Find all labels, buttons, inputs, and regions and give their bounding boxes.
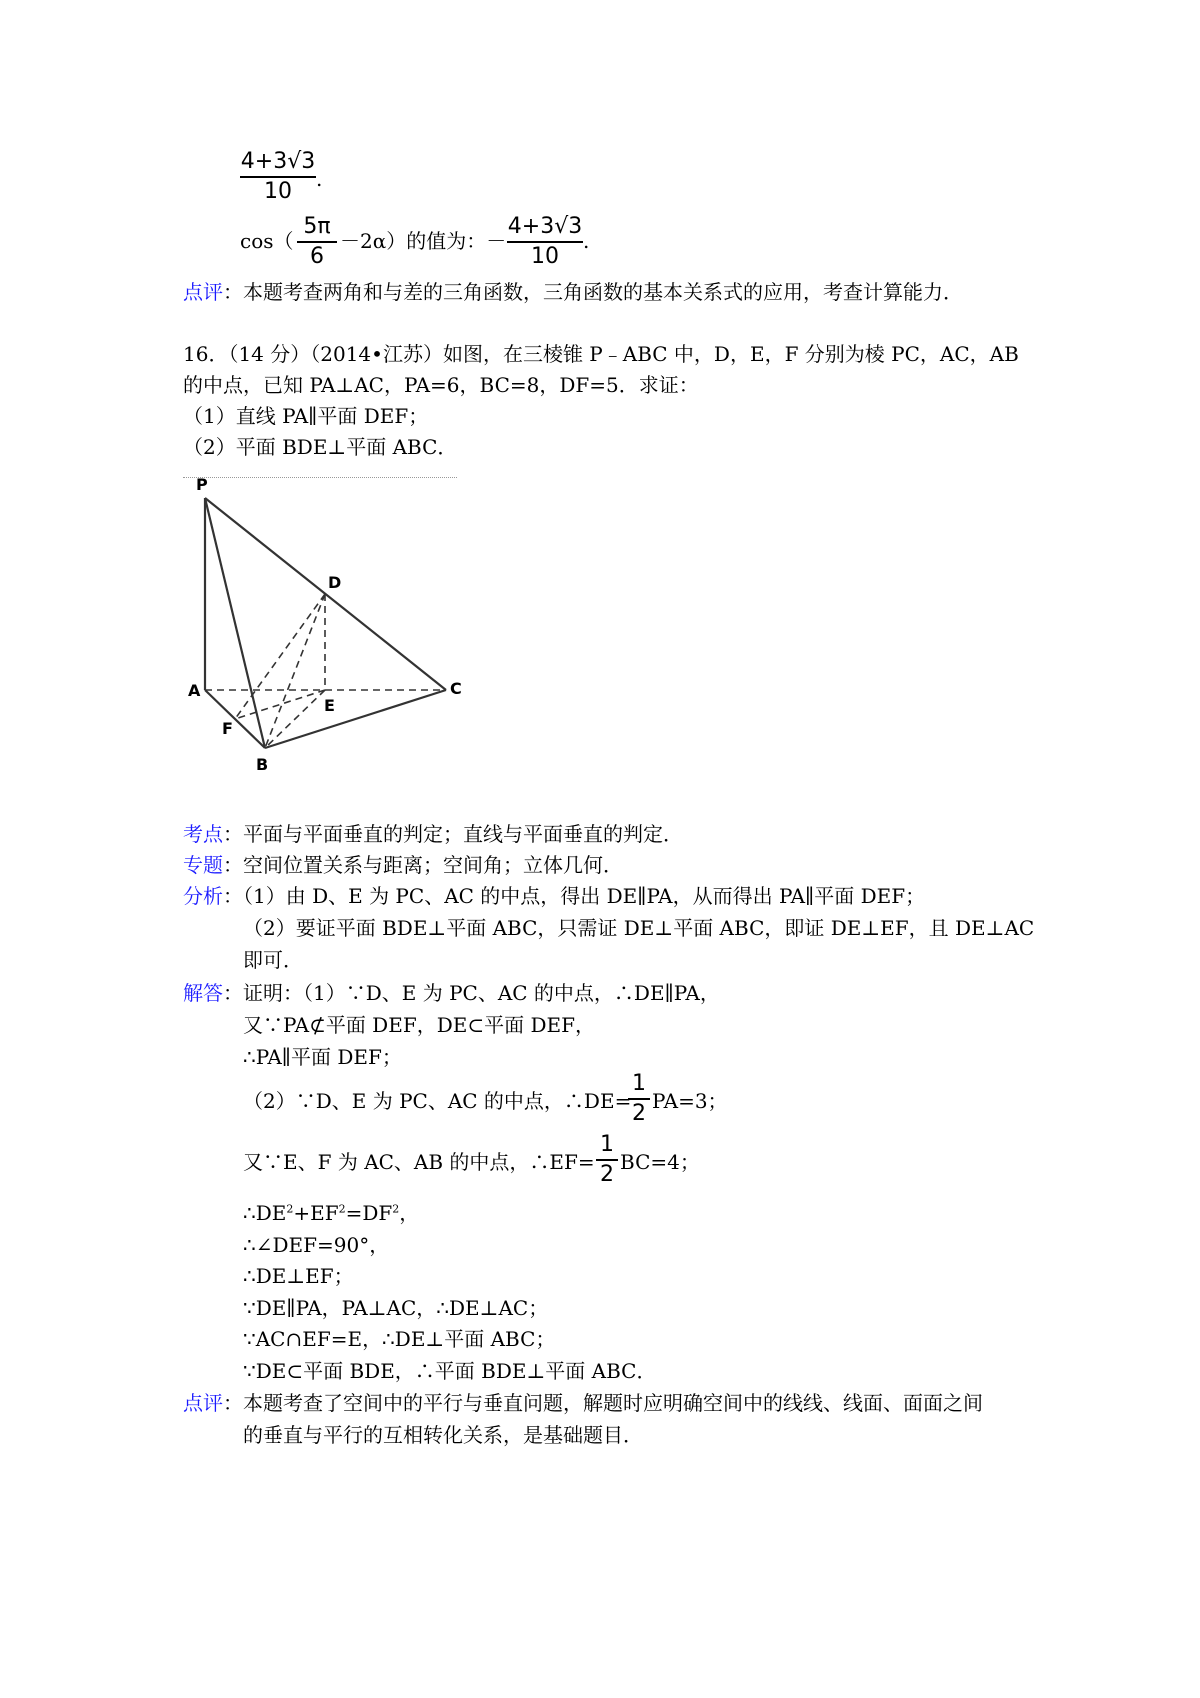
label-P: P — [196, 475, 208, 494]
fraction-numerator: 4+3√3 — [507, 214, 583, 239]
solution-line-1 — [183, 981, 720, 1005]
fraction-numerator: 5π — [303, 214, 331, 239]
fraction-half — [628, 1071, 650, 1127]
label-A: A — [188, 681, 201, 700]
zhuanti-text: ：空间位置关系与距离；空间角；立体几何． — [223, 853, 623, 877]
segment-BD — [265, 594, 325, 748]
solution-line-9: ∵DE∥PA，PA⊥AC，∴DE⊥AC； — [243, 1296, 549, 1320]
fraction-numerator: 1 — [632, 1071, 646, 1096]
top-comment — [183, 280, 963, 304]
solution-line-3: ∴PA∥平面 DEF； — [243, 1045, 402, 1069]
solution-label: 解答 — [183, 981, 223, 1005]
fenxi-line-1 — [183, 884, 925, 908]
cos-middle: －2α）的值为：－ — [340, 229, 507, 253]
solution-line-5-pre: 又∵E、F 为 AC、AB 的中点，∴EF= — [243, 1150, 595, 1174]
expr-part: +EF — [293, 1201, 339, 1225]
solution-line-2: 又∵PA⊄平面 DEF，DE⊂平面 DEF， — [243, 1013, 595, 1037]
pyramid-figure — [170, 470, 470, 780]
solution-line-7: ∴∠DEF=90°， — [243, 1233, 390, 1257]
solution-line-4-post: PA=3； — [652, 1089, 728, 1113]
period: . — [583, 229, 590, 253]
zhuanti-label: 专题 — [183, 853, 223, 877]
label-F: F — [222, 719, 233, 738]
fenxi-label: 分析 — [183, 884, 223, 908]
fraction-bar — [240, 176, 316, 178]
comment-text: ：本题考查两角和与差的三角函数，三角函数的基本关系式的应用，考查计算能力． — [223, 280, 963, 304]
fraction-bar — [297, 241, 337, 243]
kaodian-line — [183, 822, 683, 846]
label-E: E — [324, 696, 335, 715]
expr-part: =DF — [345, 1201, 393, 1225]
review-label: 点评 — [183, 1391, 223, 1415]
review-line-2: 的垂直与平行的互相转化关系，是基础题目． — [243, 1423, 643, 1447]
fraction-bar — [596, 1159, 618, 1161]
solution-line-6 — [243, 1201, 419, 1225]
solution-text: ：证明：（1）∵D、E 为 PC、AC 的中点，∴DE∥PA， — [223, 981, 720, 1005]
kaodian-text: ：平面与平面垂直的判定；直线与平面垂直的判定． — [223, 822, 683, 846]
comment-label: 点评 — [183, 280, 223, 304]
fenxi-text: ：（1）由 D、E 为 PC、AC 的中点，得出 DE∥PA，从而得出 PA∥平面 DEF； — [223, 884, 926, 908]
expr-part: ， — [399, 1201, 420, 1225]
review-line-1 — [183, 1391, 983, 1415]
fraction-bar — [507, 241, 583, 243]
fraction-angle — [297, 214, 337, 270]
problem-line-4: （2）平面 BDE⊥平面 ABC． — [183, 435, 458, 459]
edge-AB — [205, 690, 265, 748]
fraction-denominator: 2 — [632, 1101, 646, 1126]
fenxi-line-2: （2）要证平面 BDE⊥平面 ABC，只需证 DE⊥平面 ABC，即证 DE⊥EF，且 DE⊥AC — [243, 916, 1035, 940]
solution-line-5-post: BC=4； — [620, 1150, 700, 1174]
fraction-numerator: 4+3√3 — [240, 149, 316, 174]
label-B: B — [256, 755, 269, 774]
fraction-denominator: 2 — [600, 1162, 614, 1187]
solution-line-4-pre: （2）∵D、E 为 PC、AC 的中点，∴DE= — [243, 1089, 632, 1113]
zhuanti-line — [183, 853, 623, 877]
fraction-denominator: 6 — [310, 244, 324, 269]
review-text: ：本题考查了空间中的平行与垂直问题，解题时应明确空间中的线线、线面、面面之间 — [223, 1391, 983, 1415]
label-D: D — [328, 573, 342, 592]
fraction-result-2 — [507, 214, 583, 270]
problem-line-1: 16．（14 分）（2014•江苏）如图，在三棱锥 P﹣ABC 中，D，E，F 分别为棱 PC，AC，AB — [183, 342, 1019, 366]
segment-EF — [235, 690, 325, 719]
period: . — [316, 167, 323, 191]
segment-DF — [235, 594, 325, 719]
fraction-result-1 — [240, 149, 316, 205]
expr-part: ∴DE — [243, 1201, 287, 1225]
fraction-half — [596, 1132, 618, 1188]
solution-line-8: ∴DE⊥EF； — [243, 1264, 354, 1288]
problem-line-3: （1）直线 PA∥平面 DEF； — [183, 404, 429, 428]
solution-line-11: ∵DE⊂平面 BDE，∴平面 BDE⊥平面 ABC． — [243, 1359, 657, 1383]
fraction-bar — [628, 1098, 650, 1100]
edge-PB — [205, 498, 265, 748]
problem-line-2: 的中点，已知 PA⊥AC，PA=6，BC=8，DF=5．求证： — [183, 373, 699, 397]
cos-prefix: cos（ — [240, 229, 294, 253]
superscript: 2 — [286, 1202, 294, 1216]
superscript: 2 — [392, 1202, 400, 1216]
edge-BC — [265, 690, 446, 748]
solution-line-10: ∵AC∩EF=E，∴DE⊥平面 ABC； — [243, 1327, 556, 1351]
fraction-denominator: 10 — [531, 244, 559, 269]
label-C: C — [450, 679, 462, 698]
fraction-denominator: 10 — [264, 179, 292, 204]
superscript: 2 — [338, 1202, 346, 1216]
fraction-numerator: 1 — [600, 1132, 614, 1157]
fenxi-line-3: 即可． — [243, 948, 303, 972]
kaodian-label: 考点 — [183, 822, 223, 846]
